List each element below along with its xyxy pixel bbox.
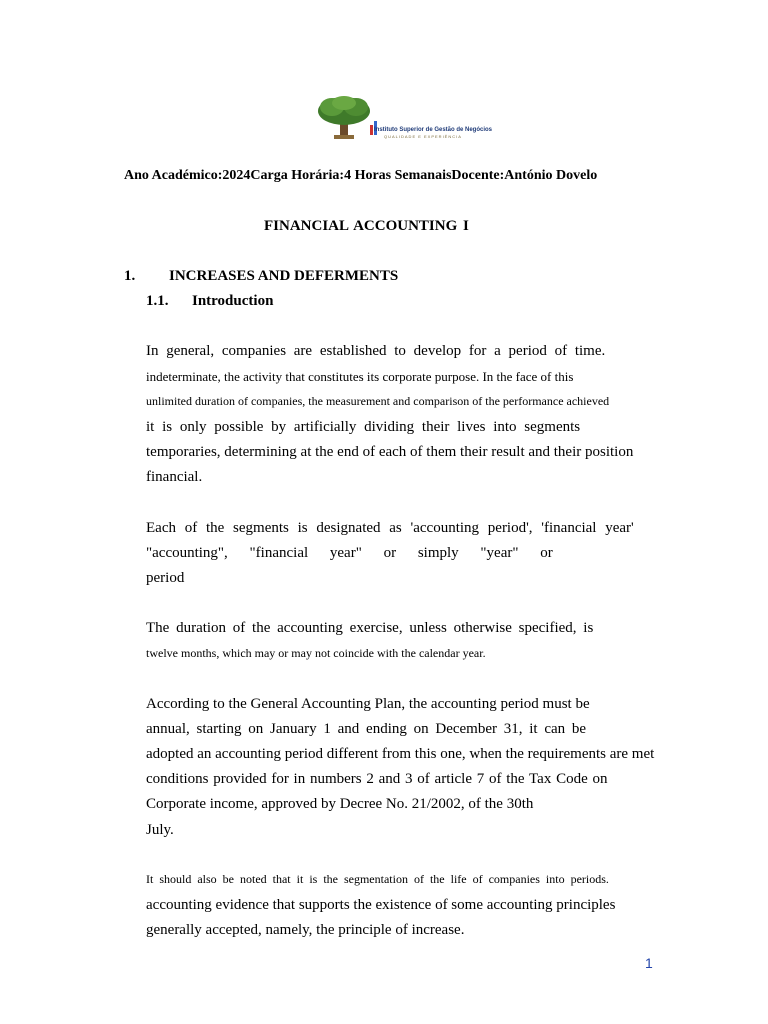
paragraph-line: accounting evidence that supports the existence of some accounting principles <box>146 897 616 913</box>
section-title: INCREASES AND DEFERMENTS <box>169 268 399 284</box>
paragraph-line: generally accepted, namely, the principle of increase. <box>146 922 465 938</box>
logo-tagline: QUALIDADE E EXPERIÊNCIA <box>384 134 462 139</box>
paragraph-line: indeterminate, the activity that constitutes its corporate purpose. In the face of this <box>146 369 574 384</box>
logo-title: Instituto Superior de Gestão de Negócios <box>374 127 493 133</box>
paragraph-line: "accounting", "financial year" or simply "year" or <box>146 545 553 561</box>
paragraph-line: Each of the segments is designated as 'accounting period', 'financial year' <box>146 520 634 536</box>
section-number: 1. <box>124 268 136 284</box>
paragraph-line: Corporate income, approved by Decree No. 21/2002, of the 30th <box>146 796 534 812</box>
document-title: FINANCIAL ACCOUNTING I <box>264 218 469 234</box>
paragraph-line: financial. <box>146 469 203 485</box>
paragraph-line: unlimited duration of companies, the measurement and comparison of the performance achieved <box>146 394 610 408</box>
paragraph-line: conditions provided for in numbers 2 and 3 of article 7 of the Tax Code on <box>146 771 608 787</box>
paragraph-line: twelve months, which may or may not coincide with the calendar year. <box>146 646 486 660</box>
paragraph-line: adopted an accounting period different from this one, when the requirements are met <box>146 746 655 762</box>
paragraph-line: July. <box>146 822 174 838</box>
subsection-number: 1.1. <box>146 293 169 309</box>
page-number: 1 <box>645 955 653 971</box>
paragraph-line: In general, companies are established to develop for a period of time. <box>146 343 606 359</box>
tree-icon <box>312 95 382 141</box>
paragraph-line: temporaries, determining at the end of each of them their result and their position <box>146 444 634 460</box>
paragraph-line: It should also be noted that it is the segmentation of the life of companies into periods. <box>146 872 609 886</box>
paragraph-line: period <box>146 570 185 586</box>
institution-logo <box>312 95 493 141</box>
paragraph-line: According to the General Accounting Plan, the accounting period must be <box>146 696 590 712</box>
paragraph-line: annual, starting on January 1 and ending on December 31, it can be <box>146 721 587 737</box>
paragraph-line: The duration of the accounting exercise, unless otherwise specified, is <box>146 620 594 636</box>
paragraph-line: it is only possible by artificially dividing their lives into segments <box>146 419 581 435</box>
subsection-title: Introduction <box>192 293 274 309</box>
course-header: Ano Académico:2024Carga Horária:4 Horas SemanaisDocente:António Dovelo <box>124 168 598 183</box>
